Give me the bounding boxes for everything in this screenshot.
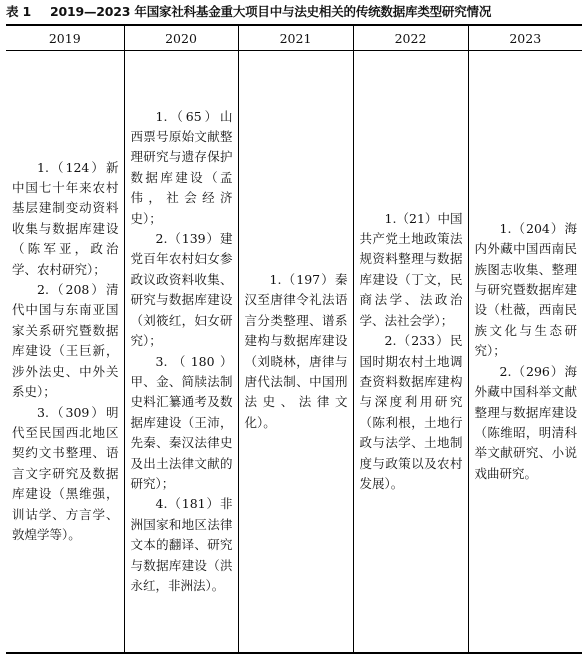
column-header-2021: 2021 [238, 25, 353, 51]
list-item: 1.（197）秦汉至唐律令礼法语言分类整理、谱系建构与数据库建设（刘晓林，唐律与唐代法制、中国刑法史、法律文化）。 [244, 271, 348, 430]
list-item: 2.（208）清代中国与东南亚国家关系研究暨数据库建设（王巨新，涉外法史、中外关系史）； [12, 282, 119, 400]
list-item: 1.（65）山西票号原始文献整理研究与遗存保护数据库建设（孟伟，社会经济史）； [130, 108, 233, 226]
list-item: 1.（21）中国共产党土地政策法规资料整理与数据库建设（丁文，民商法学、法政治学、法社会学）； [359, 210, 463, 328]
data-table [6, 24, 582, 654]
list-item: 3.（180）甲、金、简牍法制史料汇纂通考及数据库建设（王沛，先秦、秦汉法律史及出土法律文献的研究）； [130, 353, 233, 491]
list-item: 1.（124）新中国七十年来农村基层建制变动资料收集与数据库建设（陈军亚，政治学、农村研究）； [12, 159, 119, 277]
table-number: 表 1 [6, 4, 31, 19]
table-row [6, 51, 582, 654]
list-item: 3.（309）明代至民国西北地区契约文书整理、语言文字研究及数据库建设（黑维强，训诂学、方言学、敦煌学等）。 [12, 404, 119, 542]
cell-2019 [6, 51, 124, 654]
cell-2022 [353, 51, 468, 654]
column-header-2020: 2020 [124, 25, 238, 51]
header-row [6, 25, 582, 51]
cell-2021 [238, 51, 353, 654]
column-header-2023: 2023 [468, 25, 582, 51]
table-title: 2019—2023 年国家社科基金重大项目中与法史相关的传统数据库类型研究情况 [50, 4, 492, 19]
table-caption [6, 4, 582, 20]
list-item: 1.（204）海内外藏中国西南民族图志收集、整理与研究暨数据库建设（杜薇，西南民族文化与生态研究）； [474, 220, 577, 359]
cell-2023 [468, 51, 582, 654]
list-item: 2.（139）建党百年农村妇女参政议政资料收集、研究与数据库建设（刘筱红，妇女研究）； [130, 231, 233, 349]
column-header-2022: 2022 [353, 25, 468, 51]
cell-2020 [124, 51, 238, 654]
column-header-2019: 2019 [6, 25, 124, 51]
list-item: 2.（233）民国时期农村土地调查资料数据库建构与深度利用研究（陈利根，土地行政与法学、土地制度与政策以及农村发展）。 [359, 333, 463, 491]
list-item: 4.（181）非洲国家和地区法律文本的翻译、研究与数据库建设（洪永红，非洲法）。 [130, 496, 233, 593]
list-item: 2.（296）海外藏中国科举文献整理与数据库建设（陈维昭，明清科举文献研究、小说戏曲研究。 [474, 363, 577, 481]
